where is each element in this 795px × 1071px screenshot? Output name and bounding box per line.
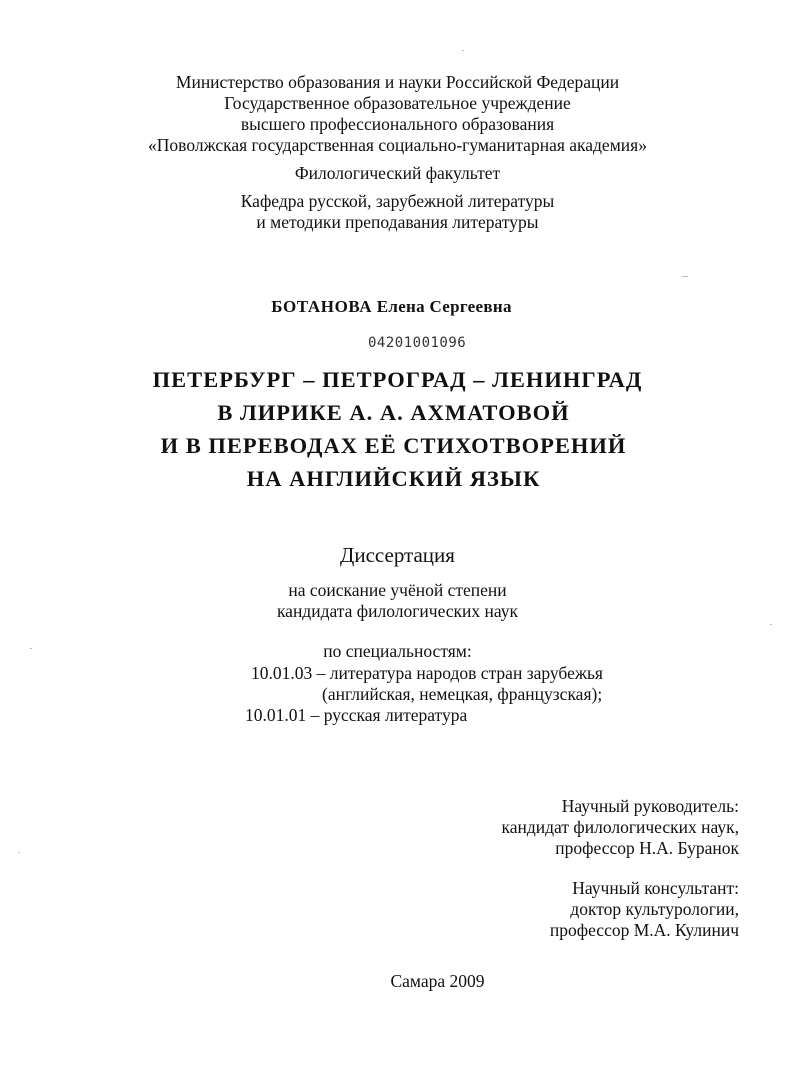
scan-speck bbox=[18, 852, 20, 853]
author-given-names: Елена Сергеевна bbox=[376, 297, 512, 316]
consultant-label: Научный консультант: bbox=[572, 878, 739, 898]
specialty-1: 10.01.03 – литература народов стран зарубежья bbox=[251, 663, 603, 683]
consultant-degree: доктор культурологии, bbox=[570, 899, 739, 919]
specialty-1-languages: (английская, немецкая, французская); bbox=[322, 684, 603, 704]
faculty-line: Филологический факультет bbox=[294, 163, 501, 183]
title-line-2: В ЛИРИКЕ А. А. АХМАТОВОЙ bbox=[217, 400, 570, 425]
title-line-3: И В ПЕРЕВОДАХ ЕЁ СТИХОТВОРЕНИЙ bbox=[160, 433, 627, 458]
title-line-1: ПЕТЕРБУРГ – ПЕТРОГРАД – ЛЕНИНГРАД bbox=[152, 367, 643, 392]
degree-line-1: на соискание учёной степени bbox=[288, 580, 507, 600]
academy-name-line: «Поволжская государственная социально-гуманитарная академия» bbox=[148, 135, 647, 155]
scan-speck bbox=[30, 648, 32, 649]
scan-speck bbox=[462, 50, 464, 51]
department-line-1: Кафедра русской, зарубежной литературы bbox=[240, 191, 555, 211]
education-level-line: высшего профессионального образования bbox=[240, 114, 555, 134]
supervisor-name: профессор Н.А. Буранок bbox=[555, 838, 739, 858]
specialties-intro: по специальностям: bbox=[323, 641, 472, 661]
department-line-2: и методики преподавания литературы bbox=[256, 212, 539, 232]
consultant-name: профессор М.А. Кулинич bbox=[549, 920, 739, 940]
scan-speck bbox=[682, 276, 688, 277]
title-line-4: НА АНГЛИЙСКИЙ ЯЗЫК bbox=[246, 466, 541, 491]
document-type: Диссертация bbox=[340, 543, 455, 567]
author-name bbox=[0, 296, 789, 317]
place-year: Самара 2009 bbox=[390, 971, 485, 991]
institution-type-line: Государственное образовательное учреждение bbox=[224, 93, 571, 113]
scan-speck bbox=[770, 624, 772, 625]
registration-code: 04201001096 bbox=[368, 335, 467, 351]
supervisor-degree: кандидат филологических наук, bbox=[501, 817, 739, 837]
supervisor-label: Научный руководитель: bbox=[561, 796, 739, 816]
author-surname: БОТАНОВА bbox=[271, 297, 373, 316]
degree-line-2: кандидата филологических наук bbox=[276, 601, 519, 621]
specialty-2: 10.01.01 – русская литература bbox=[245, 705, 468, 725]
ministry-line: Министерство образования и науки Российской Федерации bbox=[175, 72, 620, 92]
